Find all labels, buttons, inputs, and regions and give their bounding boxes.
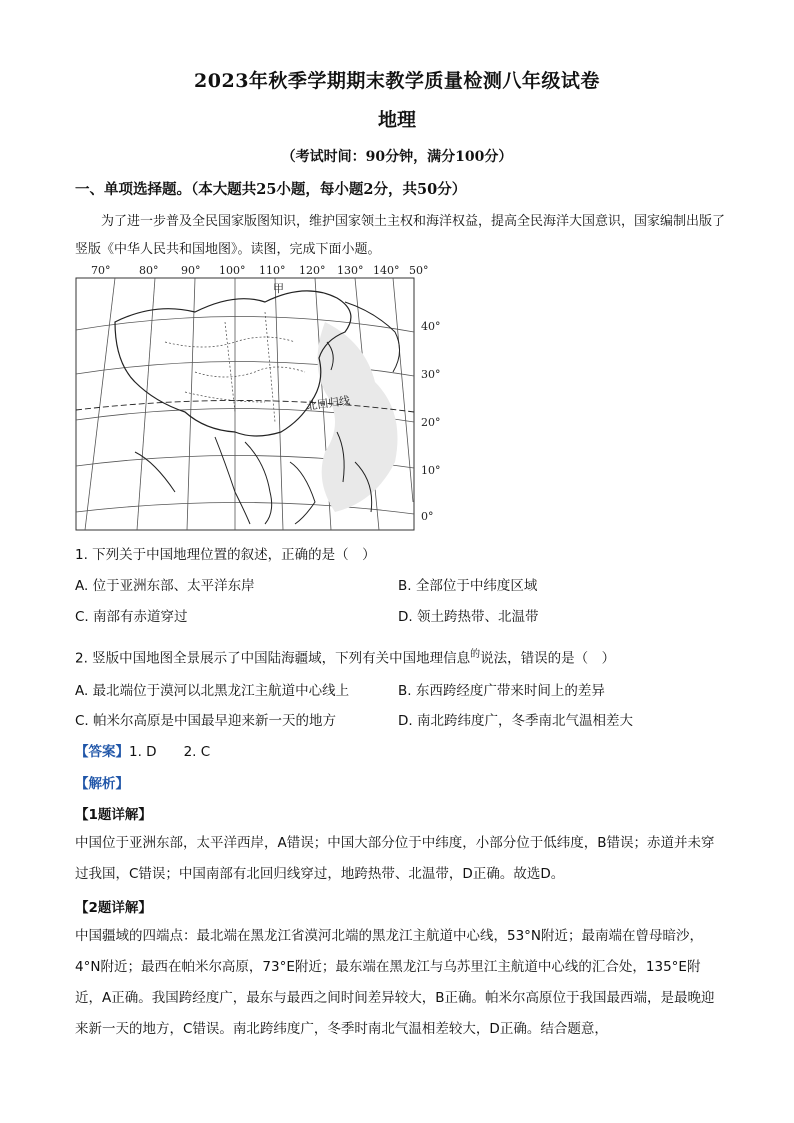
tropic-label: 北回归线 <box>305 393 351 413</box>
lon-label-70: 70° <box>91 264 111 277</box>
china-map-figure <box>75 262 453 532</box>
lat-label-50: 50° <box>409 264 429 277</box>
lon-label-130: 130° <box>337 264 364 277</box>
exam-title: 2023年秋季学期期末教学质量检测八年级试卷 <box>194 70 600 92</box>
question-2-option-a: A. 最北端位于漠河以北黑龙江主航道中心线上 <box>75 683 350 699</box>
section-intro: 为了进一步普及全民国家版图知识，维护国家领土主权和海洋权益，提高全民海洋大国意识，国家编制出版了竖版《中华人民共和国地图》。读图，完成下面小题。 <box>75 214 726 257</box>
analysis-q1-label: 【1题详解】 <box>75 807 152 823</box>
lon-label-110: 110° <box>259 264 286 277</box>
question-2-stem-main: 2. 竖版中国地图全景展示了中国陆海疆域，下列有关中国地理信息 <box>75 650 471 667</box>
lon-label-120: 120° <box>299 264 326 277</box>
map-svg <box>75 262 453 532</box>
lon-label-100: 100° <box>219 264 246 277</box>
analysis-q2-label: 【2题详解】 <box>75 900 152 916</box>
answer-label: 【答案】 <box>75 744 129 760</box>
question-2-stem <box>75 645 615 667</box>
lon-label-80: 80° <box>139 264 159 277</box>
question-1-option-b: B. 全部位于中纬度区域 <box>398 578 538 594</box>
question-2-option-d: D. 南北跨纬度广，冬季南北气温相差大 <box>398 713 633 729</box>
lat-label-30: 30° <box>421 368 441 381</box>
question-1-stem: 1. 下列关于中国地理位置的叙述，正确的是（ ） <box>75 547 376 563</box>
question-2-stem-tail: 说法，错误的是（ ） <box>480 650 616 667</box>
lon-label-90: 90° <box>181 264 201 277</box>
lat-label-20: 20° <box>421 416 441 429</box>
lat-label-10: 10° <box>421 464 441 477</box>
subject-title: 地理 <box>377 109 416 131</box>
marker-jia: 甲 <box>273 282 284 295</box>
lat-label-40: 40° <box>421 320 441 333</box>
lat-label-0: 0° <box>421 510 434 523</box>
analysis-label: 【解析】 <box>75 776 129 792</box>
section-heading: 一、单项选择题。（本大题共25小题，每小题2分，共50分） <box>75 181 467 198</box>
exam-info: （考试时间：90分钟，满分100分） <box>281 149 513 165</box>
answer-line <box>75 740 210 760</box>
question-1-option-a: A. 位于亚洲东部、太平洋东岸 <box>75 578 255 594</box>
question-1-option-d: D. 领土跨热带、北温带 <box>398 609 539 625</box>
question-2-stem-sup: 的 <box>470 649 481 660</box>
analysis-q1-text: 中国位于亚洲东部，太平洋西岸，A错误；中国大部分位于中纬度，小部分位于低纬度，B错误；赤道并未穿过我国，C错误；中国南部有北回归线穿过，地跨热带、北温带，D正确。故选D。 <box>75 835 715 882</box>
lon-label-140: 140° <box>373 264 400 277</box>
question-2-option-c: C. 帕米尔高原是中国最早迎来新一天的地方 <box>75 713 337 729</box>
analysis-q2-text: 中国疆域的四端点：最北端在黑龙江省漠河北端的黑龙江主航道中心线，53°N附近；最南端在曾母暗沙，4°N附近；最西在帕米尔高原，73°E附近；最东端在黑龙江与乌苏里江主航道中心线的汇合处，135°E附近，A正确。我国跨经度广，最东与最西之间时间差异较大，B正确。帕米尔高原位于我国最西端，是最晚迎来新一天的地方，C错误。南北跨纬度广，冬季时南北气温相差较大，D正确。结合题意， <box>75 928 715 1037</box>
question-2-option-b: B. 东西跨经度广带来时间上的差异 <box>398 683 605 699</box>
answer-values: 1. D 2. C <box>129 744 211 760</box>
question-1-option-c: C. 南部有赤道穿过 <box>75 609 188 625</box>
